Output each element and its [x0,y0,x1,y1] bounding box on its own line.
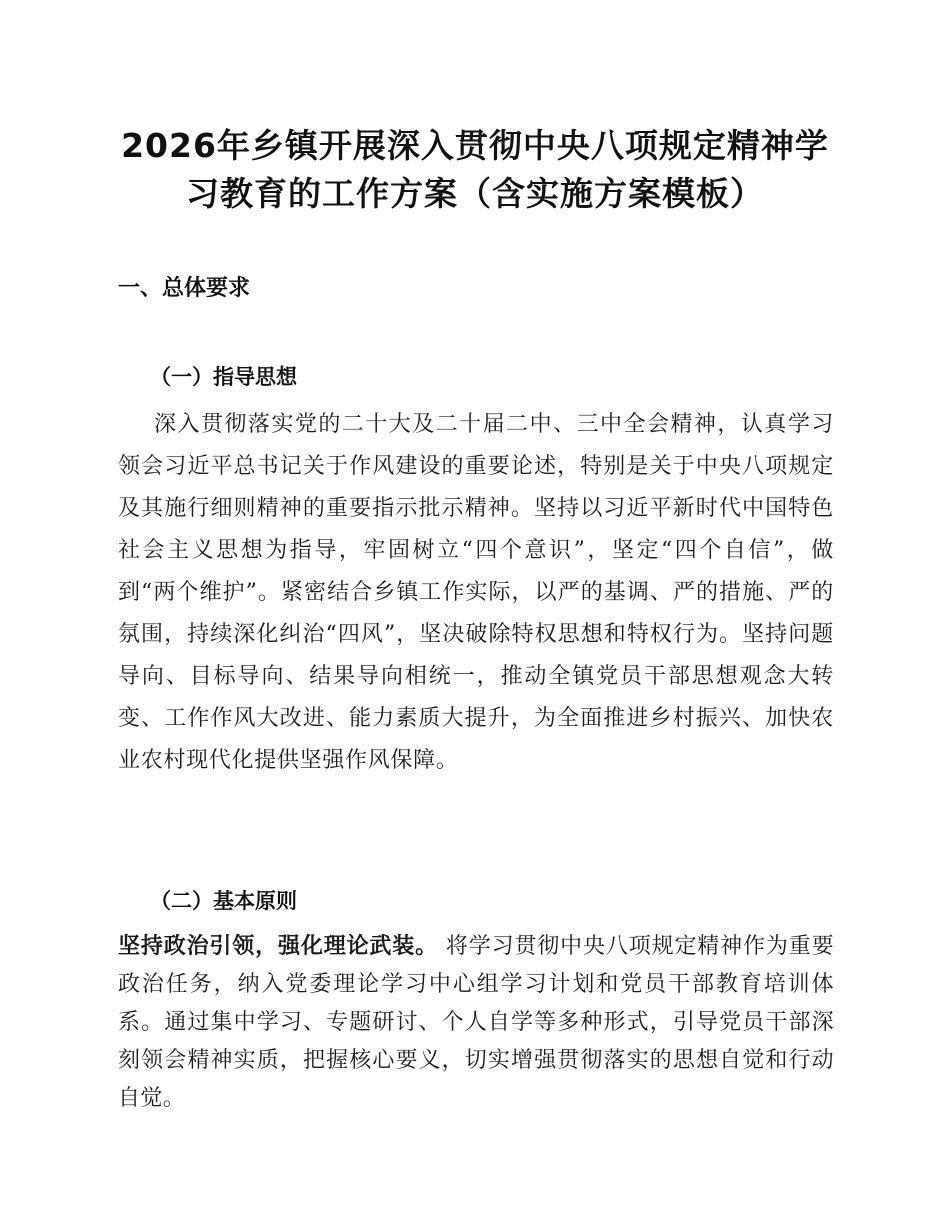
principle-lead-sentence: 坚持政治引领，强化理论武装。 [118,934,439,959]
document-title-line-2: 习教育的工作方案（含实施方案模板） [186,174,764,213]
subsection-heading-basic-principles: （二）基本原则 [150,888,297,913]
paragraph-basic-principles [118,928,834,1118]
principle-body-text: 将学习贯彻中央八项规定精神作为重要政治任务，纳入党委理论学习中心组学习计划和党员干部教育培训体系。通过集中学习、专题研讨、个人自学等多种形式，引导党员干部深刻领会精神实质，把握核心要义，切实增强贯彻落实的思想自觉和行动自觉。 [118,934,834,1111]
section-heading-overall-requirements: 一、总体要求 [118,276,251,301]
document-title-line-1: 2026年乡镇开展深入贯彻中央八项规定精神学 [121,126,829,165]
document-title [100,122,850,218]
paragraph-guiding-ideology: 深入贯彻落实党的二十大及二十届二中、三中全会精神，认真学习领会习近平总书记关于作风建设的重要论述，特别是关于中央八项规定及其施行细则精神的重要指示批示精神。坚持以习近平新时代中国特色社会主义思想为指导，牢固树立“四个意识”，坚定“四个自信”，做到“两个维护”。紧密结合乡镇工作实际，以严的基调、严的措施、严的氛围，持续深化纠治“四风”，坚决破除特权思想和特权行为。坚持问题导向、目标导向、结果导向相统一，推动全镇党员干部思想观念大转变、工作作风大改进、能力素质大提升，为全面推进乡村振兴、加快农业农村现代化提供坚强作风保障。 [118,412,834,773]
subsection-heading-guiding-ideology: （一）指导思想 [150,364,297,389]
